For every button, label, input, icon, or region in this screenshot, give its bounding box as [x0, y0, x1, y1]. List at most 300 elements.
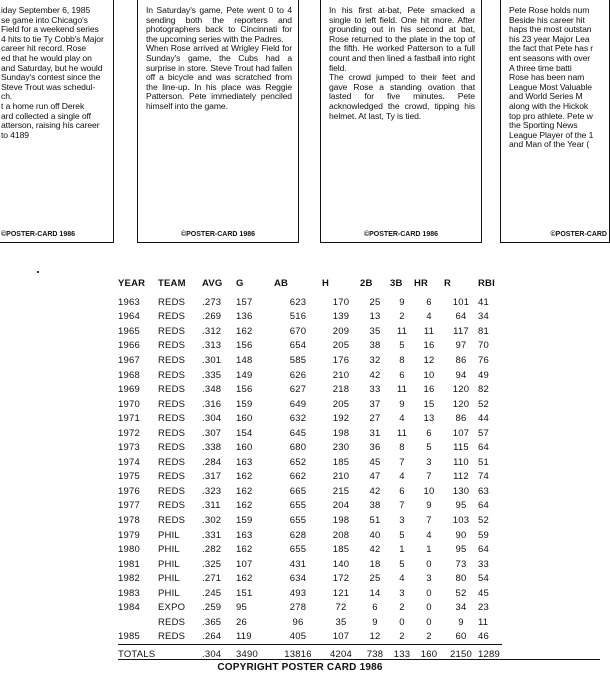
cell-ab: 516: [289, 311, 307, 323]
table-row: [118, 440, 502, 455]
cell-avg: .365: [202, 616, 222, 628]
cell-avg: .311: [202, 500, 221, 512]
cell-h: 204: [332, 500, 350, 512]
cell-h: 172: [332, 573, 350, 585]
cell-3b: 4: [399, 573, 405, 585]
cell-year: 1981: [118, 558, 140, 570]
cell-h: 198: [332, 514, 350, 526]
cell-rbi: 49: [478, 369, 489, 381]
cell-team: REDS: [158, 398, 186, 410]
cell-ab: 655: [289, 544, 307, 556]
cell-3b: 7: [399, 456, 405, 468]
cell-h: 192: [332, 413, 350, 425]
cell-3b: 11: [396, 427, 408, 439]
cell-hr: 12: [423, 354, 435, 366]
cell-ab: 623: [289, 296, 307, 308]
cell-hr: 1: [426, 544, 432, 556]
cell-2b: 38: [369, 500, 381, 512]
cell-rbi: 52: [478, 514, 489, 526]
cell-ab: 585: [289, 354, 307, 366]
cell-g: 162: [236, 500, 253, 512]
cell-h: 176: [332, 354, 350, 366]
cell-h: 185: [332, 544, 350, 556]
cell-r: 97: [455, 340, 467, 352]
cell-hr: 4: [426, 529, 432, 541]
cell-g: 154: [236, 427, 253, 439]
cell-2b: 38: [369, 340, 381, 352]
cell-avg: .335: [202, 369, 222, 381]
cell-2b: 36: [369, 442, 381, 454]
cell-hr: 0: [426, 616, 432, 628]
table-row: [118, 528, 502, 543]
cell-2b: 47: [369, 471, 381, 483]
cell-h: 210: [332, 471, 350, 483]
cell-2b: 18: [369, 558, 381, 570]
cell-hr: 15: [423, 398, 435, 410]
cell-g: 151: [236, 587, 253, 599]
cell-hr: 3: [426, 456, 432, 468]
cell-avg: .302: [202, 514, 222, 526]
cell-h: 198: [332, 427, 350, 439]
cell-3b: 8: [399, 354, 405, 366]
cell-avg: .271: [202, 573, 222, 585]
cell-2b: 32: [369, 354, 381, 366]
cell-rbi: 44: [478, 413, 489, 425]
cell-2b: 42: [369, 369, 381, 381]
cell-h: 230: [332, 442, 350, 454]
cell-avg: .301: [202, 354, 222, 366]
cell-g: 162: [236, 325, 253, 337]
cell-year: 1974: [118, 456, 140, 468]
cell-ab: 645: [289, 427, 307, 439]
cell-r: 73: [455, 558, 467, 570]
cell-year: 1978: [118, 514, 140, 526]
cell-avg: .273: [202, 296, 222, 308]
cell-h: 35: [335, 616, 347, 628]
cell-ab: 662: [289, 471, 307, 483]
cell-rbi: 81: [478, 325, 489, 337]
cell-team: PHIL: [158, 529, 180, 541]
cell-avg: .264: [202, 631, 222, 643]
cell-rbi: 59: [478, 529, 489, 541]
cell-h: 139: [332, 311, 350, 323]
totals-cell: 160: [414, 645, 444, 662]
cell-rbi: 64: [478, 442, 489, 454]
cell-g: 156: [236, 384, 253, 396]
cell-rbi: 82: [478, 384, 489, 396]
col-header-3b: 3B: [390, 277, 403, 289]
cell-g: 119: [236, 631, 252, 643]
cell-hr: 9: [426, 500, 432, 512]
cell-ab: 627: [289, 384, 307, 396]
cell-2b: 6: [372, 602, 378, 614]
table-row: [118, 426, 502, 441]
table-row: [118, 295, 502, 310]
cell-avg: .323: [202, 485, 222, 497]
cell-3b: 6: [399, 485, 405, 497]
totals-cell: 738: [360, 645, 390, 662]
cell-2b: 33: [369, 384, 381, 396]
cell-hr: 10: [423, 485, 435, 497]
cell-avg: .317: [202, 471, 222, 483]
cell-g: 162: [236, 471, 253, 483]
cell-3b: 5: [399, 340, 405, 352]
col-header-team: TEAM: [158, 277, 186, 289]
cell-3b: 4: [399, 471, 405, 483]
cell-ab: 649: [289, 398, 307, 410]
cell-3b: 9: [399, 296, 405, 308]
cell-g: 95: [236, 602, 247, 614]
cell-2b: 42: [369, 485, 381, 497]
cell-2b: 31: [369, 427, 381, 439]
cell-3b: 4: [399, 413, 405, 425]
story-card-1: [0, 0, 114, 243]
cell-year: 1973: [118, 442, 140, 454]
cell-r: 120: [452, 398, 470, 410]
cell-2b: 37: [369, 398, 381, 410]
cell-rbi: 74: [478, 471, 489, 483]
story-card-text: Pete Rose holds num Beside his career hit haps the most outstan his 23 year Major Lea the fact that Pete has r ent seasons with over A three time batti Rose has been nam League Most Valuable and World Series M along with the Hickok top pro athlete. Pete w the Sporting News League Player of the 1 and Man of the Year (: [509, 5, 594, 150]
print-speck: [37, 271, 39, 273]
cell-hr: 16: [423, 384, 435, 396]
cell-r: 90: [455, 529, 467, 541]
totals-cell: 2150: [444, 645, 478, 662]
cell-hr: 13: [423, 413, 435, 425]
cell-r: 60: [455, 631, 467, 643]
cell-g: 163: [236, 456, 253, 468]
cell-2b: 25: [369, 573, 381, 585]
cell-3b: 3: [399, 514, 405, 526]
cell-avg: .331: [202, 529, 222, 541]
cell-2b: 13: [369, 311, 381, 323]
cell-year: 1976: [118, 485, 140, 497]
table-row: [118, 339, 502, 354]
cell-team: REDS: [158, 500, 186, 512]
cell-ab: 652: [289, 456, 307, 468]
cell-ab: 278: [289, 602, 307, 614]
table-row: [118, 368, 502, 383]
cell-r: 117: [453, 325, 469, 337]
cell-hr: 3: [426, 573, 432, 585]
totals-cell: 133: [390, 645, 414, 662]
table-row: [118, 353, 502, 368]
cell-r: 120: [452, 384, 470, 396]
cell-year: 1983: [118, 587, 140, 599]
cell-g: 107: [236, 558, 253, 570]
table-row: [118, 382, 502, 397]
cell-rbi: 33: [478, 558, 489, 570]
table-row: [118, 310, 502, 325]
cell-team: REDS: [158, 325, 186, 337]
cell-h: 205: [332, 398, 350, 410]
cell-h: 210: [332, 369, 350, 381]
table-row: [118, 499, 502, 514]
cell-hr: 11: [423, 325, 435, 337]
cell-avg: .282: [202, 544, 222, 556]
col-header-g: G: [236, 277, 244, 289]
totals-cell: 3490: [236, 645, 274, 662]
story-card-footer: ©POSTER-CARD 1986: [363, 231, 438, 238]
table-row: [118, 324, 502, 339]
cell-year: [118, 615, 158, 630]
cell-ab: 626: [289, 369, 307, 381]
cell-ab: 628: [289, 529, 307, 541]
copyright-line: COPYRIGHT POSTER CARD 1986: [217, 662, 383, 673]
cell-avg: .304: [202, 413, 222, 425]
cell-hr: 0: [426, 558, 432, 570]
cell-g: 149: [236, 369, 253, 381]
col-header-year: YEAR: [118, 277, 146, 289]
story-card-3: [320, 0, 482, 243]
table-row: [118, 630, 502, 645]
cell-hr: 16: [423, 340, 435, 352]
cell-rbi: 57: [478, 427, 489, 439]
cell-g: 159: [236, 398, 253, 410]
cell-ab: 654: [289, 340, 307, 352]
col-header-ab: AB: [274, 277, 289, 289]
cell-rbi: 34: [478, 311, 489, 323]
story-card-footer: ©POSTER-CARD: [550, 231, 607, 238]
cell-3b: 2: [399, 311, 405, 323]
cell-3b: 11: [396, 325, 408, 337]
cell-year: 1985: [118, 631, 140, 643]
cell-team: PHIL: [158, 558, 180, 570]
cell-team: REDS: [158, 369, 186, 381]
cell-team: REDS: [158, 354, 186, 366]
table-row: [118, 615, 502, 630]
totals-cell: .304: [202, 645, 236, 662]
col-header-2b: 2B: [360, 277, 373, 289]
cell-ab: 655: [289, 514, 307, 526]
cell-ab: 670: [289, 325, 307, 337]
cell-hr: 7: [426, 514, 432, 526]
cell-team: REDS: [158, 631, 186, 643]
cell-year: 1975: [118, 471, 140, 483]
cell-r: 95: [455, 500, 467, 512]
cell-h: 185: [332, 456, 350, 468]
cell-rbi: 76: [478, 354, 489, 366]
cell-year: 1964: [118, 311, 140, 323]
cell-team: REDS: [158, 311, 186, 323]
cell-g: 160: [236, 442, 253, 454]
cell-g: 148: [236, 354, 253, 366]
cell-r: 110: [453, 456, 469, 468]
cell-ab: 405: [289, 631, 307, 643]
cell-team: REDS: [158, 340, 186, 352]
cell-avg: .284: [202, 456, 222, 468]
cell-ab: 634: [289, 573, 307, 585]
cell-hr: 7: [426, 471, 432, 483]
col-header-r: R: [444, 277, 452, 289]
cell-avg: .348: [202, 384, 222, 396]
cell-g: 159: [236, 514, 253, 526]
cell-team: REDS: [158, 456, 186, 468]
cell-team: REDS: [158, 296, 186, 308]
cell-g: 163: [236, 529, 253, 541]
cell-2b: 45: [369, 456, 381, 468]
totals-cell: 13816: [274, 645, 322, 662]
totals-cell: 1289: [478, 645, 502, 662]
cell-r: 95: [455, 544, 467, 556]
cell-2b: 9: [372, 616, 378, 628]
cell-3b: 2: [399, 602, 405, 614]
cell-hr: 2: [426, 631, 432, 643]
story-card-text: iday September 6, 1985 se game into Chicago's Field for a weekend series 4 hits to tie Ty Cobb's Major career hit record. Rose ed that he would play on and Saturday, but he would Sunday's contest since the Steve Trout was schedul- ch. t a home run off Derek ard collected a single off atterson, raising his career to 4189: [1, 5, 104, 140]
table-header-row: [118, 275, 502, 295]
table-row: [118, 557, 502, 572]
table-row: [118, 586, 502, 601]
cell-h: 208: [332, 529, 350, 541]
cell-3b: 2: [399, 631, 405, 643]
cell-r: 103: [452, 514, 470, 526]
cell-avg: .307: [202, 427, 222, 439]
story-card-text: In Saturday's game, Pete went 0 to 4 sending both the reporters and photographers back to Cincinnati for the upcoming series with the Padres. When Rose arrived at Wrigley Field for Sunday's game, the Cubs had a surprise in store. Steve Trout had fallen off a bicycle and was scratched from the line-up. In his place was Reggie Patterson. Pete immediately penciled himself into the game.: [146, 5, 292, 111]
cell-year: 1969: [118, 384, 140, 396]
career-stats-table: [118, 275, 502, 662]
cell-year: 1982: [118, 573, 140, 585]
cell-g: 156: [236, 340, 253, 352]
cell-hr: 4: [426, 311, 432, 323]
cell-h: 215: [332, 485, 350, 497]
cell-g: 26: [236, 616, 247, 628]
cell-rbi: 63: [478, 485, 489, 497]
cell-team: REDS: [158, 514, 186, 526]
cell-r: 64: [455, 311, 467, 323]
cell-rbi: 11: [478, 616, 489, 628]
totals-cell: 4204: [322, 645, 360, 662]
cell-2b: 42: [369, 544, 381, 556]
cell-r: 115: [453, 442, 469, 454]
cell-g: 162: [236, 485, 253, 497]
cell-r: 9: [458, 616, 464, 628]
cell-year: 1984: [118, 602, 140, 614]
cell-rbi: 64: [478, 500, 489, 512]
cell-avg: .313: [202, 340, 222, 352]
cell-3b: 8: [399, 442, 405, 454]
cell-h: 107: [332, 631, 350, 643]
cell-avg: .269: [202, 311, 222, 323]
cell-ab: 431: [289, 558, 307, 570]
totals-label: TOTALS: [118, 645, 158, 662]
cell-ab: 493: [289, 587, 307, 599]
cell-h: 209: [332, 325, 350, 337]
cell-2b: 25: [369, 296, 381, 308]
cell-year: 1972: [118, 427, 140, 439]
cell-team: PHIL: [158, 573, 180, 585]
cell-year: 1967: [118, 354, 140, 366]
cell-rbi: 51: [478, 456, 489, 468]
cell-rbi: 64: [478, 544, 489, 556]
cell-h: 218: [332, 384, 350, 396]
divider: [118, 659, 600, 660]
cell-hr: 0: [426, 602, 432, 614]
cell-3b: 1: [399, 544, 405, 556]
cell-team: REDS: [158, 442, 186, 454]
cell-h: 121: [332, 587, 350, 599]
table-row: [118, 397, 502, 412]
cell-year: 1970: [118, 398, 140, 410]
cell-3b: 5: [399, 529, 405, 541]
cell-r: 80: [455, 573, 467, 585]
cell-2b: 51: [369, 514, 381, 526]
table-row: [118, 411, 502, 426]
cell-year: 1963: [118, 296, 140, 308]
table-row: [118, 470, 502, 485]
story-card-footer: ©POSTER-CARD 1986: [1, 231, 76, 238]
cell-avg: .245: [202, 587, 222, 599]
cell-2b: 12: [369, 631, 381, 643]
cell-r: 86: [455, 354, 467, 366]
cell-rbi: 41: [478, 296, 489, 308]
cell-g: 136: [236, 311, 253, 323]
cell-r: 101: [452, 296, 470, 308]
cell-ab: 655: [289, 500, 307, 512]
cell-year: 1971: [118, 413, 140, 425]
cell-rbi: 46: [478, 631, 489, 643]
cell-avg: .338: [202, 442, 222, 454]
table-row: [118, 571, 502, 586]
cell-2b: 35: [369, 325, 381, 337]
table-row: [118, 484, 502, 499]
cell-2b: 14: [369, 587, 381, 599]
col-header-rbi: RBI: [478, 277, 495, 289]
col-header-h: H: [322, 277, 330, 289]
table-row: [118, 513, 502, 528]
story-card-text: In his first at-bat, Pete smacked a single to left field. One hit more. After grounding out in his second at bat, Rose returned to the plate in the top of the fifth. He worked Patterson to a full count and then lined a fastball into right field. The crowd jumped to their feet and gave Rose a standing ovation that lasted for five minutes. Pete acknowledged the crowd, tipping his helmet. At last, Ty is tied.: [329, 5, 475, 121]
cell-rbi: 45: [478, 587, 489, 599]
cell-3b: 11: [396, 384, 408, 396]
cell-avg: .259: [202, 602, 222, 614]
cell-hr: 6: [426, 296, 432, 308]
story-card-2: [137, 0, 299, 243]
cell-team: REDS: [158, 413, 186, 425]
cell-team: REDS: [158, 384, 186, 396]
cell-g: 157: [236, 296, 253, 308]
cell-g: 162: [236, 544, 253, 556]
cell-r: 86: [455, 413, 467, 425]
cell-hr: 10: [423, 369, 435, 381]
cell-rbi: 54: [478, 573, 489, 585]
cell-3b: 9: [399, 398, 405, 410]
cell-g: 162: [236, 573, 253, 585]
cell-year: 1968: [118, 369, 140, 381]
cell-hr: 6: [426, 427, 432, 439]
cell-r: 130: [452, 485, 470, 497]
cell-3b: 7: [399, 500, 405, 512]
cell-r: 112: [453, 471, 469, 483]
table-row: [118, 455, 502, 470]
cell-year: 1965: [118, 325, 140, 337]
cell-r: 94: [455, 369, 467, 381]
cell-3b: 5: [399, 558, 405, 570]
cell-year: 1966: [118, 340, 140, 352]
cell-3b: 6: [399, 369, 405, 381]
cell-ab: 632: [289, 413, 307, 425]
cell-h: 205: [332, 340, 350, 352]
table-row: [118, 542, 502, 557]
cell-g: 160: [236, 413, 253, 425]
cell-r: 107: [452, 427, 470, 439]
cell-2b: 27: [369, 413, 381, 425]
cell-rbi: 23: [478, 602, 489, 614]
cell-team: REDS: [158, 471, 186, 483]
cell-avg: .312: [202, 325, 222, 337]
story-card-footer: ©POSTER-CARD 1986: [180, 231, 255, 238]
cell-team: REDS: [158, 427, 186, 439]
cell-year: 1979: [118, 529, 140, 541]
cell-3b: 0: [399, 616, 405, 628]
cell-team: PHIL: [158, 587, 180, 599]
